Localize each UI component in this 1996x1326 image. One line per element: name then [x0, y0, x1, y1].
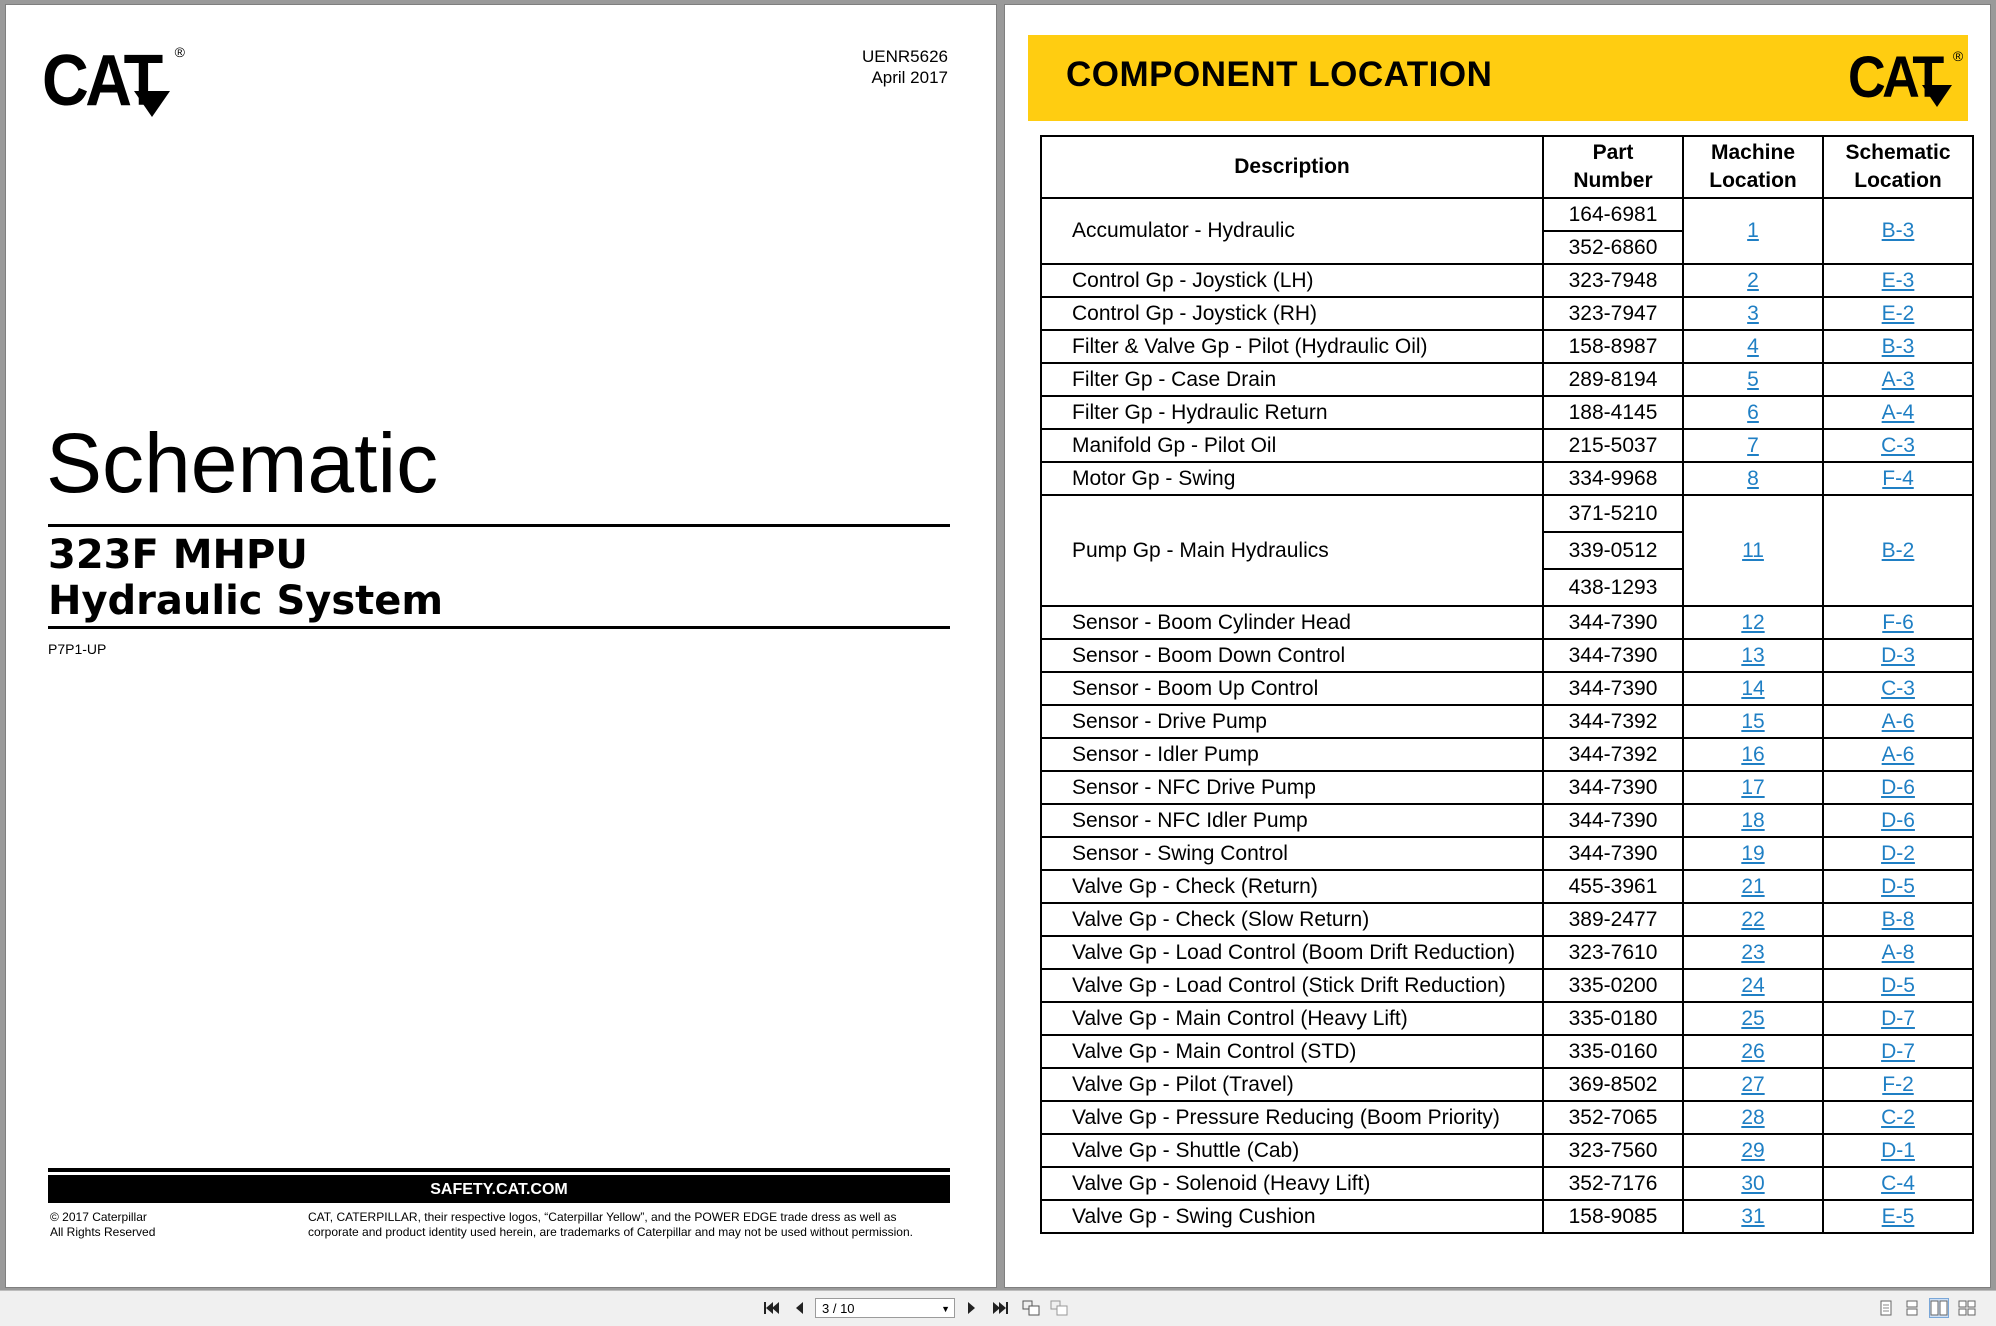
component-description: Valve Gp - Load Control (Stick Drift Reduction): [1041, 969, 1543, 1002]
component-description: Valve Gp - Pressure Reducing (Boom Priority): [1041, 1101, 1543, 1134]
schematic-location-cell: [1823, 969, 1973, 1002]
page-number-field[interactable]: 3 / 10 ▼: [815, 1298, 955, 1318]
viewer-toolbar: [0, 1290, 1996, 1326]
machine-location-cell: [1683, 1068, 1823, 1101]
header-machine-location: Machine Location: [1683, 136, 1823, 198]
schematic-location-link[interactable]: A-3: [1881, 367, 1915, 391]
machine-location-cell: [1683, 1101, 1823, 1134]
header-schematic-location: Schematic Location: [1823, 136, 1973, 198]
part-number: 334-9968: [1543, 462, 1683, 495]
copyright: © 2017 Caterpillar All Rights Reserved: [50, 1210, 156, 1239]
component-description: Valve Gp - Load Control (Boom Drift Reduction): [1041, 936, 1543, 969]
machine-location-link[interactable]: 15: [1741, 709, 1765, 733]
schematic-location-link[interactable]: A-6: [1881, 709, 1915, 733]
machine-location-cell: [1683, 639, 1823, 672]
machine-location-cell: [1683, 1035, 1823, 1068]
schematic-location-link[interactable]: B-3: [1881, 334, 1915, 358]
machine-location-link[interactable]: 14: [1741, 676, 1765, 700]
table-row: [1041, 606, 1973, 639]
schematic-location-link[interactable]: A-4: [1881, 400, 1915, 424]
page-title: Schematic: [46, 416, 439, 510]
machine-location-cell: [1683, 837, 1823, 870]
schematic-location-link[interactable]: F-4: [1882, 466, 1914, 490]
machine-location-link[interactable]: 16: [1741, 742, 1765, 766]
schematic-location-link[interactable]: C-3: [1881, 676, 1915, 700]
two-page-view-icon[interactable]: [1930, 1299, 1948, 1317]
schematic-location-link[interactable]: A-8: [1881, 940, 1915, 964]
component-description: Valve Gp - Main Control (Heavy Lift): [1041, 1002, 1543, 1035]
schematic-location-link[interactable]: B-3: [1881, 219, 1915, 242]
component-description: Filter & Valve Gp - Pilot (Hydraulic Oil): [1041, 330, 1543, 363]
component-description: Valve Gp - Shuttle (Cab): [1041, 1134, 1543, 1167]
table-row: [1041, 1167, 1973, 1200]
table-row: [1041, 738, 1973, 771]
table-row: [1041, 903, 1973, 936]
machine-location-link[interactable]: 12: [1741, 610, 1765, 634]
document-date: April 2017: [871, 68, 948, 87]
machine-location-link[interactable]: 8: [1747, 466, 1759, 490]
table-row: [1041, 429, 1973, 462]
component-description: Control Gp - Joystick (RH): [1041, 297, 1543, 330]
part-number: 188-4145: [1543, 396, 1683, 429]
schematic-location-cell: [1823, 639, 1973, 672]
machine-location-link[interactable]: 13: [1741, 643, 1765, 667]
schematic-location-cell: [1823, 1167, 1973, 1200]
machine-location-link[interactable]: 26: [1741, 1039, 1765, 1063]
schematic-location-cell: [1823, 936, 1973, 969]
table-row: [1041, 639, 1973, 672]
part-number: 339-0512: [1543, 532, 1683, 569]
machine-location-link[interactable]: 22: [1741, 907, 1765, 931]
part-number: 389-2477: [1543, 903, 1683, 936]
component-description: Sensor - Swing Control: [1041, 837, 1543, 870]
component-description: Sensor - NFC Idler Pump: [1041, 804, 1543, 837]
schematic-location-link[interactable]: D-3: [1881, 643, 1915, 667]
component-description: Sensor - Boom Up Control: [1041, 672, 1543, 705]
part-number: 215-5037: [1543, 429, 1683, 462]
schematic-location-cell: [1823, 804, 1973, 837]
schematic-location-cell: [1823, 837, 1973, 870]
table-row: [1041, 870, 1973, 903]
table-row: [1041, 264, 1973, 297]
schematic-location-cell: [1823, 297, 1973, 330]
machine-location-cell: [1683, 771, 1823, 804]
component-description: Sensor - Drive Pump: [1041, 705, 1543, 738]
schematic-location-cell: [1823, 672, 1973, 705]
chevron-down-icon[interactable]: ▼: [941, 1304, 950, 1314]
component-description: Manifold Gp - Pilot Oil: [1041, 429, 1543, 462]
schematic-location-cell: [1823, 264, 1973, 297]
part-number: 344-7392: [1543, 738, 1683, 771]
machine-location-cell: [1683, 1200, 1823, 1233]
machine-location-link[interactable]: 5: [1747, 367, 1759, 391]
table-row: [1041, 462, 1973, 495]
machine-location-cell: [1683, 330, 1823, 363]
machine-location-link[interactable]: 29: [1741, 1138, 1765, 1162]
table-row: [1041, 969, 1973, 1002]
schematic-location-cell: [1823, 462, 1973, 495]
part-number: 344-7390: [1543, 804, 1683, 837]
machine-location-cell: [1683, 738, 1823, 771]
machine-location-link[interactable]: 25: [1741, 1006, 1765, 1030]
machine-location-link[interactable]: 7: [1747, 433, 1759, 457]
schematic-location-link[interactable]: F-6: [1882, 610, 1914, 634]
serial-prefix: P7P1-UP: [48, 641, 107, 657]
table-row: [1041, 672, 1973, 705]
table-row: [1041, 1101, 1973, 1134]
part-number: 335-0180: [1543, 1002, 1683, 1035]
component-location-page: [1005, 5, 1990, 1287]
component-description: Control Gp - Joystick (LH): [1041, 264, 1543, 297]
machine-location-link[interactable]: 6: [1747, 400, 1759, 424]
component-description: Valve Gp - Main Control (STD): [1041, 1035, 1543, 1068]
table-row: [1041, 936, 1973, 969]
machine-location-cell: [1683, 495, 1823, 606]
component-description: Valve Gp - Check (Slow Return): [1041, 903, 1543, 936]
title-divider: [48, 524, 950, 527]
schematic-location-link[interactable]: B-2: [1881, 538, 1915, 562]
part-number: 455-3961: [1543, 870, 1683, 903]
schematic-location-link[interactable]: D-6: [1881, 808, 1915, 832]
part-number: 344-7390: [1543, 771, 1683, 804]
schematic-location-link[interactable]: D-1: [1881, 1138, 1915, 1162]
machine-location-link[interactable]: 18: [1741, 808, 1765, 832]
machine-location-cell: [1683, 1134, 1823, 1167]
section-banner: [1028, 35, 1968, 121]
machine-location-cell: [1683, 936, 1823, 969]
table-row: [1041, 705, 1973, 738]
component-description: Valve Gp - Solenoid (Heavy Lift): [1041, 1167, 1543, 1200]
component-description: Sensor - Boom Down Control: [1041, 639, 1543, 672]
component-description: Filter Gp - Hydraulic Return: [1041, 396, 1543, 429]
component-description: Sensor - Idler Pump: [1041, 738, 1543, 771]
schematic-location-cell: [1823, 771, 1973, 804]
schematic-location-cell: [1823, 870, 1973, 903]
part-number: 323-7948: [1543, 264, 1683, 297]
schematic-location-link[interactable]: D-6: [1881, 775, 1915, 799]
machine-location-cell: [1683, 606, 1823, 639]
part-number: 158-9085: [1543, 1200, 1683, 1233]
machine-location-cell: [1683, 870, 1823, 903]
table-row: [1041, 198, 1973, 231]
schematic-location-cell: [1823, 330, 1973, 363]
single-page-view-icon[interactable]: [1877, 1299, 1895, 1317]
thumbnails-icon[interactable]: [1022, 1299, 1040, 1317]
cat-logo: CAT ®: [42, 41, 185, 121]
part-number: 352-6860: [1543, 231, 1683, 264]
machine-location-cell: [1683, 198, 1823, 264]
machine-location-cell: [1683, 1167, 1823, 1200]
system-name: Hydraulic System: [48, 578, 444, 624]
table-row: [1041, 837, 1973, 870]
part-number: 335-0160: [1543, 1035, 1683, 1068]
part-number: 323-7610: [1543, 936, 1683, 969]
part-number: 335-0200: [1543, 969, 1683, 1002]
part-number: 344-7390: [1543, 639, 1683, 672]
schematic-location-link[interactable]: D-7: [1881, 1006, 1915, 1030]
part-number: 438-1293: [1543, 569, 1683, 606]
machine-location-link[interactable]: 4: [1747, 334, 1759, 358]
part-number: 344-7392: [1543, 705, 1683, 738]
schematic-location-cell: [1823, 738, 1973, 771]
schematic-location-link[interactable]: E-2: [1881, 301, 1915, 325]
table-row: [1041, 330, 1973, 363]
machine-model: 323F MHPU: [48, 532, 308, 578]
part-number: 369-8502: [1543, 1068, 1683, 1101]
schematic-location-link[interactable]: E-5: [1881, 1204, 1915, 1228]
table-row: [1041, 297, 1973, 330]
schematic-location-cell: [1823, 363, 1973, 396]
schematic-location-cell: [1823, 198, 1973, 264]
table-row: [1041, 1134, 1973, 1167]
schematic-location-link[interactable]: D-5: [1881, 874, 1915, 898]
header-description: Description: [1041, 136, 1543, 198]
schematic-location-link[interactable]: D-2: [1881, 841, 1915, 865]
table-row: [1041, 1200, 1973, 1233]
part-number: 352-7176: [1543, 1167, 1683, 1200]
schematic-location-cell: [1823, 1002, 1973, 1035]
system-divider: [48, 626, 950, 629]
schematic-location-cell: [1823, 396, 1973, 429]
machine-location-link[interactable]: 27: [1741, 1072, 1765, 1096]
machine-location-cell: [1683, 969, 1823, 1002]
machine-location-link[interactable]: 24: [1741, 973, 1765, 997]
cat-logo: CAT ®: [1848, 45, 1964, 110]
schematic-location-cell: [1823, 495, 1973, 606]
schematic-location-cell: [1823, 1035, 1973, 1068]
machine-location-cell: [1683, 297, 1823, 330]
machine-location-link[interactable]: 3: [1747, 301, 1759, 325]
schematic-location-cell: [1823, 1101, 1973, 1134]
table-row: [1041, 363, 1973, 396]
table-row: [1041, 495, 1973, 532]
machine-location-link[interactable]: 31: [1741, 1204, 1765, 1228]
machine-location-cell: [1683, 705, 1823, 738]
part-number: 352-7065: [1543, 1101, 1683, 1134]
component-description: Motor Gp - Swing: [1041, 462, 1543, 495]
part-number: 164-6981: [1543, 198, 1683, 231]
component-description: Valve Gp - Check (Return): [1041, 870, 1543, 903]
two-page-continuous-icon[interactable]: [1958, 1299, 1976, 1317]
machine-location-link[interactable]: 1: [1747, 219, 1759, 242]
component-description: Sensor - NFC Drive Pump: [1041, 771, 1543, 804]
machine-location-link[interactable]: 11: [1742, 538, 1764, 562]
prev-page-icon[interactable]: [790, 1299, 808, 1317]
trademark-notice: CAT, CATERPILLAR, their respective logos, “Caterpillar Yellow”, and the POWER EDGE trade dress as well as corporate and product identity used herein, are trademarks of Caterpillar and may not be used without permission.: [308, 1210, 913, 1239]
part-number: 323-7560: [1543, 1134, 1683, 1167]
schematic-location-link[interactable]: E-3: [1881, 268, 1915, 292]
schematic-location-link[interactable]: B-8: [1881, 907, 1915, 931]
header-part-number: Part Number: [1543, 136, 1683, 198]
machine-location-link[interactable]: 23: [1741, 940, 1765, 964]
component-description: Valve Gp - Pilot (Travel): [1041, 1068, 1543, 1101]
cover-page: [6, 5, 996, 1287]
table-row: [1041, 804, 1973, 837]
machine-location-link[interactable]: 19: [1741, 841, 1765, 865]
part-number: 344-7390: [1543, 606, 1683, 639]
safety-url-bar: SAFETY.CAT.COM: [48, 1175, 950, 1203]
component-description: Accumulator - Hydraulic: [1041, 198, 1543, 264]
table-row: [1041, 1035, 1973, 1068]
schematic-location-link[interactable]: D-7: [1881, 1039, 1915, 1063]
schematic-location-link[interactable]: C-3: [1881, 433, 1915, 457]
component-location-table: [1040, 135, 1974, 1234]
section-title: COMPONENT LOCATION: [1066, 55, 1493, 94]
continuous-view-icon[interactable]: [1903, 1299, 1921, 1317]
machine-location-cell: [1683, 462, 1823, 495]
component-description: Sensor - Boom Cylinder Head: [1041, 606, 1543, 639]
machine-location-cell: [1683, 264, 1823, 297]
table-row: [1041, 396, 1973, 429]
schematic-location-link[interactable]: A-6: [1881, 742, 1915, 766]
footer-divider: [48, 1168, 950, 1172]
component-description: Valve Gp - Swing Cushion: [1041, 1200, 1543, 1233]
part-number: 344-7390: [1543, 672, 1683, 705]
schematic-location-cell: [1823, 429, 1973, 462]
table-row: [1041, 1068, 1973, 1101]
schematic-location-cell: [1823, 705, 1973, 738]
schematic-location-link[interactable]: D-5: [1881, 973, 1915, 997]
component-description: Pump Gp - Main Hydraulics: [1041, 495, 1543, 606]
schematic-location-link[interactable]: F-2: [1882, 1072, 1914, 1096]
machine-location-cell: [1683, 1002, 1823, 1035]
machine-location-link[interactable]: 30: [1741, 1171, 1765, 1195]
schematic-location-cell: [1823, 1200, 1973, 1233]
table-row: [1041, 1002, 1973, 1035]
schematic-location-link[interactable]: C-4: [1881, 1171, 1915, 1195]
machine-location-cell: [1683, 672, 1823, 705]
schematic-location-cell: [1823, 1068, 1973, 1101]
machine-location-link[interactable]: 21: [1741, 874, 1765, 898]
machine-location-link[interactable]: 28: [1741, 1105, 1765, 1129]
schematic-location-link[interactable]: C-2: [1881, 1105, 1915, 1129]
table-row: [1041, 771, 1973, 804]
next-page-icon[interactable]: [963, 1299, 981, 1317]
schematic-location-cell: [1823, 903, 1973, 936]
machine-location-cell: [1683, 363, 1823, 396]
schematic-location-cell: [1823, 1134, 1973, 1167]
part-number: 289-8194: [1543, 363, 1683, 396]
machine-location-cell: [1683, 396, 1823, 429]
first-page-icon[interactable]: [762, 1299, 780, 1317]
machine-location-cell: [1683, 804, 1823, 837]
table-body: [1041, 198, 1973, 1233]
component-description: Filter Gp - Case Drain: [1041, 363, 1543, 396]
part-number: 323-7947: [1543, 297, 1683, 330]
machine-location-link[interactable]: 17: [1741, 775, 1765, 799]
machine-location-cell: [1683, 429, 1823, 462]
machine-location-link[interactable]: 2: [1747, 268, 1759, 292]
part-number: 344-7390: [1543, 837, 1683, 870]
last-page-icon[interactable]: [992, 1299, 1010, 1317]
fit-page-icon[interactable]: [1050, 1299, 1068, 1317]
part-number: 158-8987: [1543, 330, 1683, 363]
machine-location-cell: [1683, 903, 1823, 936]
document-number: UENR5626: [862, 47, 948, 66]
schematic-location-cell: [1823, 606, 1973, 639]
part-number: 371-5210: [1543, 495, 1683, 532]
